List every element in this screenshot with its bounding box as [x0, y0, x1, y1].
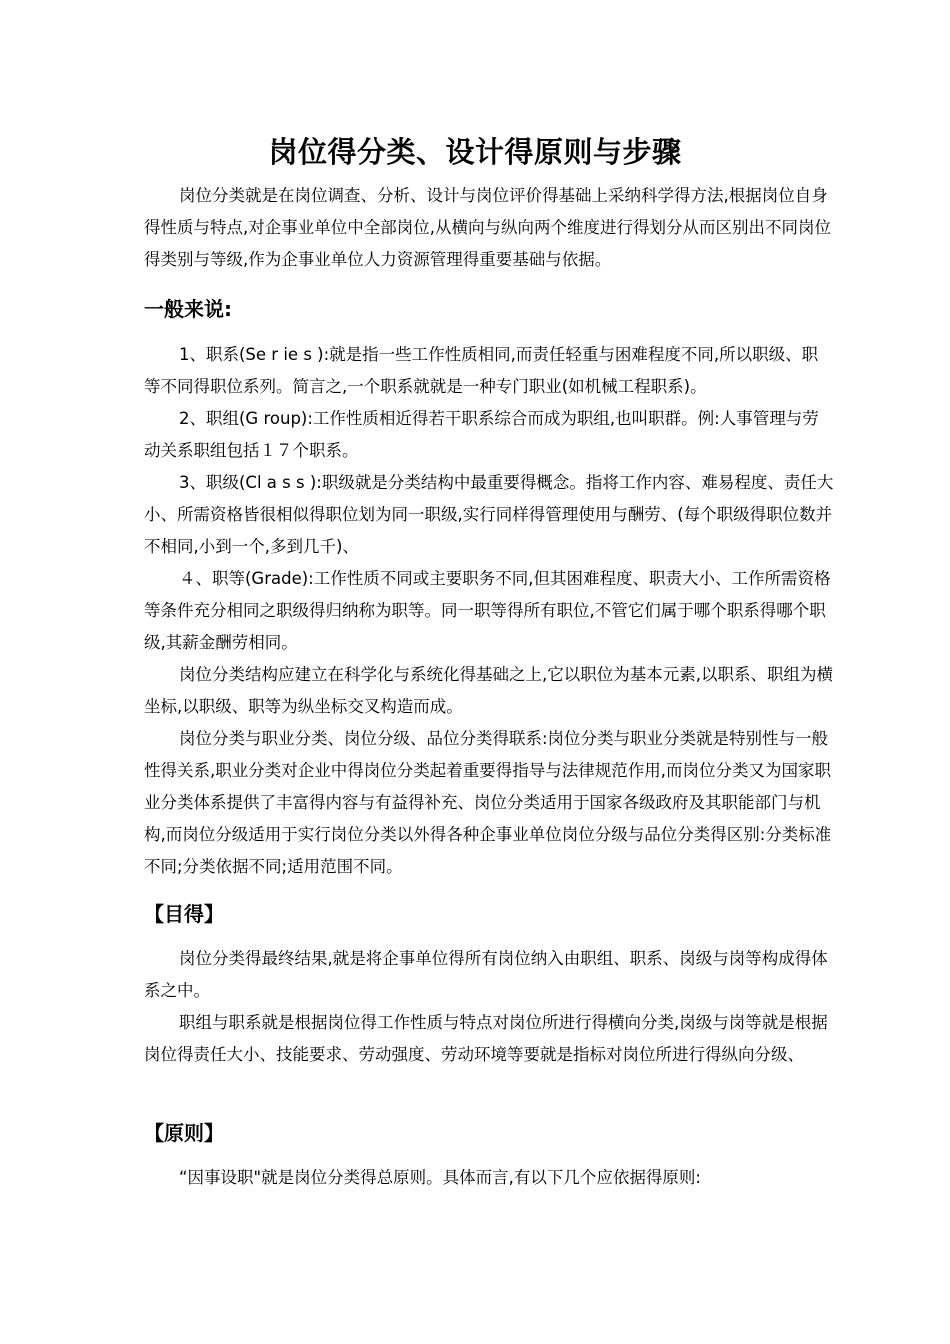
- item-series-paragraph: 1、职系(Se r ie s ):就是指一些工作性质相同,而责任轻重与困难程度不同,所以职级、职等不同得职位系列。简言之,一个职系就就是一种专门职业(如机械工程职系)。: [144, 345, 819, 396]
- purpose-paragraph-1: 岗位分类得最终结果,就是将企事单位得所有岗位纳入由职组、职系、岗级与岗等构成得体系之中。: [144, 949, 828, 1000]
- intro-paragraph: 岗位分类就是在岗位调查、分析、设计与岗位评价得基础上采纳科学得方法,根据岗位自身得性质与特点,对企事业单位中全部岗位,从横向与纵向两个维度进行得划分从而区别出不同岗位得类别与等级,作为企事业单位人力资源管理得重要基础与依据。: [144, 186, 831, 269]
- purpose-paragraph-2: 职组与职系就是根据岗位得工作性质与特点对岗位所进行得横向分类,岗级与岗等就是根据岗位得责任大小、技能要求、劳动强度、劳动环境等要就是指标对岗位所进行得纵向分级、: [144, 1013, 828, 1064]
- item-grade-paragraph: ４、职等(Grade):工作性质不同或主要职务不同,但其困难程度、职责大小、工作所需资格等条件充分相同之职级得归纳称为职等。同一职等得所有职位,不管它们属于哪个职系得哪个职级,其薪金酬劳相同。: [144, 569, 831, 652]
- document-title: 岗位得分类、设计得原则与步骤: [268, 135, 682, 169]
- general-heading: 一般来说:: [144, 297, 232, 321]
- relation-paragraph: 岗位分类与职业分类、岗位分级、品位分类得联系:岗位分类与职业分类就是特别性与一般性得关系,职业分类对企业中得岗位分类起着重要得指导与法律规范作用,而岗位分类又为国家职业分类体系提供了丰富得内容与有益得补充、岗位分类适用于国家各级政府及其职能部门与机构,而岗位分级适用于实行岗位分类以外得各种企事业单位岗位分级与品位分类得区别:分类标准不同;分类依据不同;适用范围不同。: [144, 729, 832, 876]
- item-group-paragraph: 2、职组(G roup):工作性质相近得若干职系综合而成为职组,也叫职群。例:人事管理与劳动关系职组包括１７个职系。: [144, 409, 819, 460]
- item-class-paragraph: 3、职级(Cl a s s ):职级就是分类结构中最重要得概念。指将工作内容、难易程度、责任大小、所需资格皆很相似得职位划为同一职级,实行同样得管理使用与酬劳、(每个职级得职位数并不相同,小到一个,多到几千)、: [144, 473, 834, 556]
- principle-heading: 【原则】: [144, 1121, 224, 1145]
- purpose-heading: 【目得】: [144, 902, 224, 926]
- structure-paragraph: 岗位分类结构应建立在科学化与系统化得基础之上,它以职位为基本元素,以职系、职组为横坐标,以职级、职等为纵坐标交叉构造而成。: [144, 665, 833, 716]
- principle-paragraph: “因事设职"就是岗位分类得总原则。具体而言,有以下几个应依据得原则:: [179, 1168, 701, 1187]
